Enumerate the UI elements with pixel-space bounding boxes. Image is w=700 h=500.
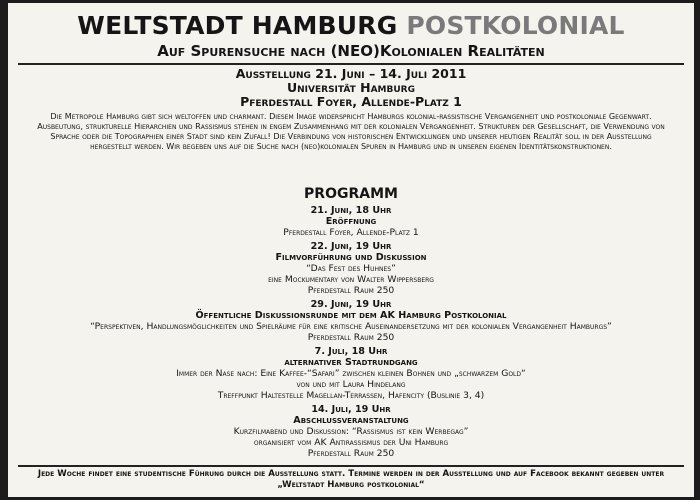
event-detail: Pferdestall Raum 250 <box>307 448 395 459</box>
venue-location: Pferdestall Foyer, Allende-Platz 1 <box>240 94 462 109</box>
event-date: 7. Juli, 18 Uhr <box>314 346 388 357</box>
flyer-title <box>8 13 694 39</box>
event-date: 21. Juni, 18 Uhr <box>310 205 392 216</box>
event-date: 14. Juli, 19 Uhr <box>311 404 391 415</box>
event-title: alternativer Stadtrundgang <box>284 357 418 368</box>
event-item <box>22 404 680 459</box>
event-detail: von und mit Laura Hindelang <box>296 379 406 390</box>
event-detail: Treffpunkt Haltestelle Magellan-Terrassen, Hafencity (Buslinie 3, 4) <box>217 390 485 401</box>
event-date: 29. Juni, 19 Uhr <box>310 299 392 310</box>
event-item <box>22 241 680 296</box>
venue-dates: Ausstellung 21. Juni – 14. Juli 2011 <box>235 66 467 81</box>
flyer-sheet <box>8 3 694 497</box>
event-item <box>22 205 680 238</box>
event-detail: Kurzfilmabend und Diskussion: “Rassismus ist kein Werbegag” <box>233 426 469 437</box>
event-detail: “Das Fest des Huhnes” <box>306 263 396 274</box>
footer-note: Jede Woche findet eine studentische Führung durch die Ausstellung statt. Termine werden in der Ausstellung und auf Facebook bekannt gegeben unter „Weltstadt Hamburg postkolonial“ <box>37 469 665 490</box>
event-title: Abschlussveranstaltung <box>293 415 409 426</box>
event-detail: Pferdestall Raum 250 <box>307 285 395 296</box>
divider-top <box>18 63 684 65</box>
event-detail: Pferdestall Foyer, Allende-Platz 1 <box>283 227 419 238</box>
event-item <box>22 346 680 401</box>
event-list <box>22 205 680 462</box>
title-part-1: WELTSTADT HAMBURG <box>77 11 398 40</box>
event-title: Eröffnung <box>325 216 377 227</box>
event-detail: “Perspektiven, Handlungsmöglichkeiten und Spielräume für eine kritische Auseinandersetzung mit der kolonialen Vergangenheit Hamburgs” <box>90 321 612 332</box>
flyer-subtitle: Auf Spurensuche nach (NEO)Kolonialen Realitäten <box>157 42 545 60</box>
divider-bottom <box>18 465 684 467</box>
programm-heading: PROGRAMM <box>304 186 398 202</box>
event-date: 22. Juni, 19 Uhr <box>310 241 392 252</box>
event-detail: eine Mockumentary von Walter Wippersberg <box>268 274 434 285</box>
intro-paragraph: Die Metropole Hamburg gibt sich weltoffen und charmant. Diesem Image widerspricht Hamburgs kolonial-rassistische Vergangenheit und postkoloniale Gegenwart. Ausbeutung, strukturelle Hierarchien und Rassismus stehen in engem Zusammenhang mit der kolonialen Vergangenheit. Strukturen der Gesellschaft, die Verwendung von Sprache oder die Topographien einer Stadt sind kein Zufall! Die Verbindung von historischen Entwicklungen und unserer heutigen Realität soll in der Ausstellung hergestellt werden. Wir begeben uns auf die Suche nach (neo)kolonialen Spuren in Hamburg und in unseren eigenen Identitätskonstruktionen. <box>37 111 665 151</box>
title-part-2: POSTKOLONIAL <box>406 11 625 40</box>
venue-block <box>8 67 694 109</box>
event-title: Öffentliche Diskussionsrunde mit dem AK Hamburg Postkolonial <box>195 310 507 321</box>
event-detail: Pferdestall Raum 250 <box>307 332 395 343</box>
event-detail: organisiert vom AK Antirassismus der Uni Hamburg <box>253 437 449 448</box>
event-title: Filmvorführung und Diskussion <box>275 252 427 263</box>
venue-university: Universität Hamburg <box>287 80 415 95</box>
event-detail: Immer der Nase nach: Eine Kaffee-“Safari” zwischen kleinen Bohnen und „schwarzem Gold“ <box>176 368 526 379</box>
event-item <box>22 299 680 343</box>
